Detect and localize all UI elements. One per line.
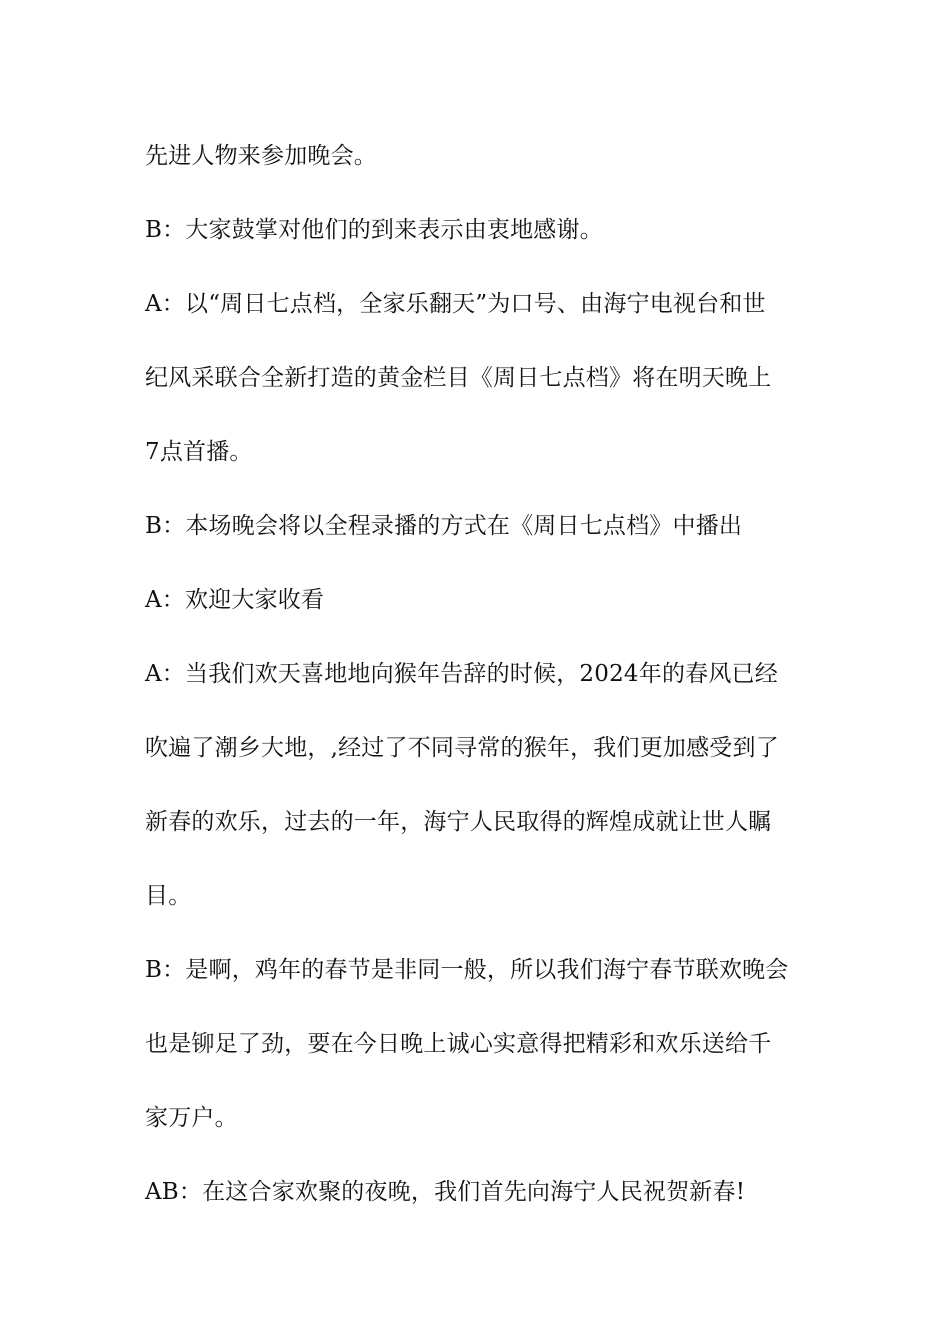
text-line: B：本场晚会将以全程录播的方式在《周日七点档》中播出 — [145, 513, 743, 539]
text-line: AB：在这合家欢聚的夜晚，我们首先向海宁人民祝贺新春! — [145, 1179, 746, 1205]
text-line: B：大家鼓掌对他们的到来表示由衷地感谢。 — [145, 217, 603, 243]
document-body — [145, 128, 815, 1238]
text-line: A：以“周日七点档，全家乐翻天”为口号、由海宁电视台和世 — [145, 291, 766, 317]
text-line: A：当我们欢天喜地地向猴年告辞的时候，2024年的春风已经 — [145, 661, 778, 687]
text-line: 新春的欢乐，过去的一年，海宁人民取得的辉煌成就让世人瞩 — [145, 809, 772, 835]
text-line: 7点首播。 — [145, 439, 253, 465]
text-line: 目。 — [145, 883, 192, 909]
text-line: A：欢迎大家收看 — [145, 587, 325, 613]
text-line: 纪风采联合全新打造的黄金栏目《周日七点档》将在明天晚上 — [145, 365, 772, 391]
text-line: 也是铆足了劲，要在今日晚上诚心实意得把精彩和欢乐送给千 — [145, 1031, 772, 1057]
text-line: 吹遍了潮乡大地，,经过了不同寻常的猴年，我们更加感受到了 — [145, 735, 779, 761]
text-line: 先进人物来参加晚会。 — [145, 143, 377, 169]
text-line: B：是啊，鸡年的春节是非同一般，所以我们海宁春节联欢晚会 — [145, 957, 789, 983]
text-line: 家万户。 — [145, 1105, 238, 1131]
